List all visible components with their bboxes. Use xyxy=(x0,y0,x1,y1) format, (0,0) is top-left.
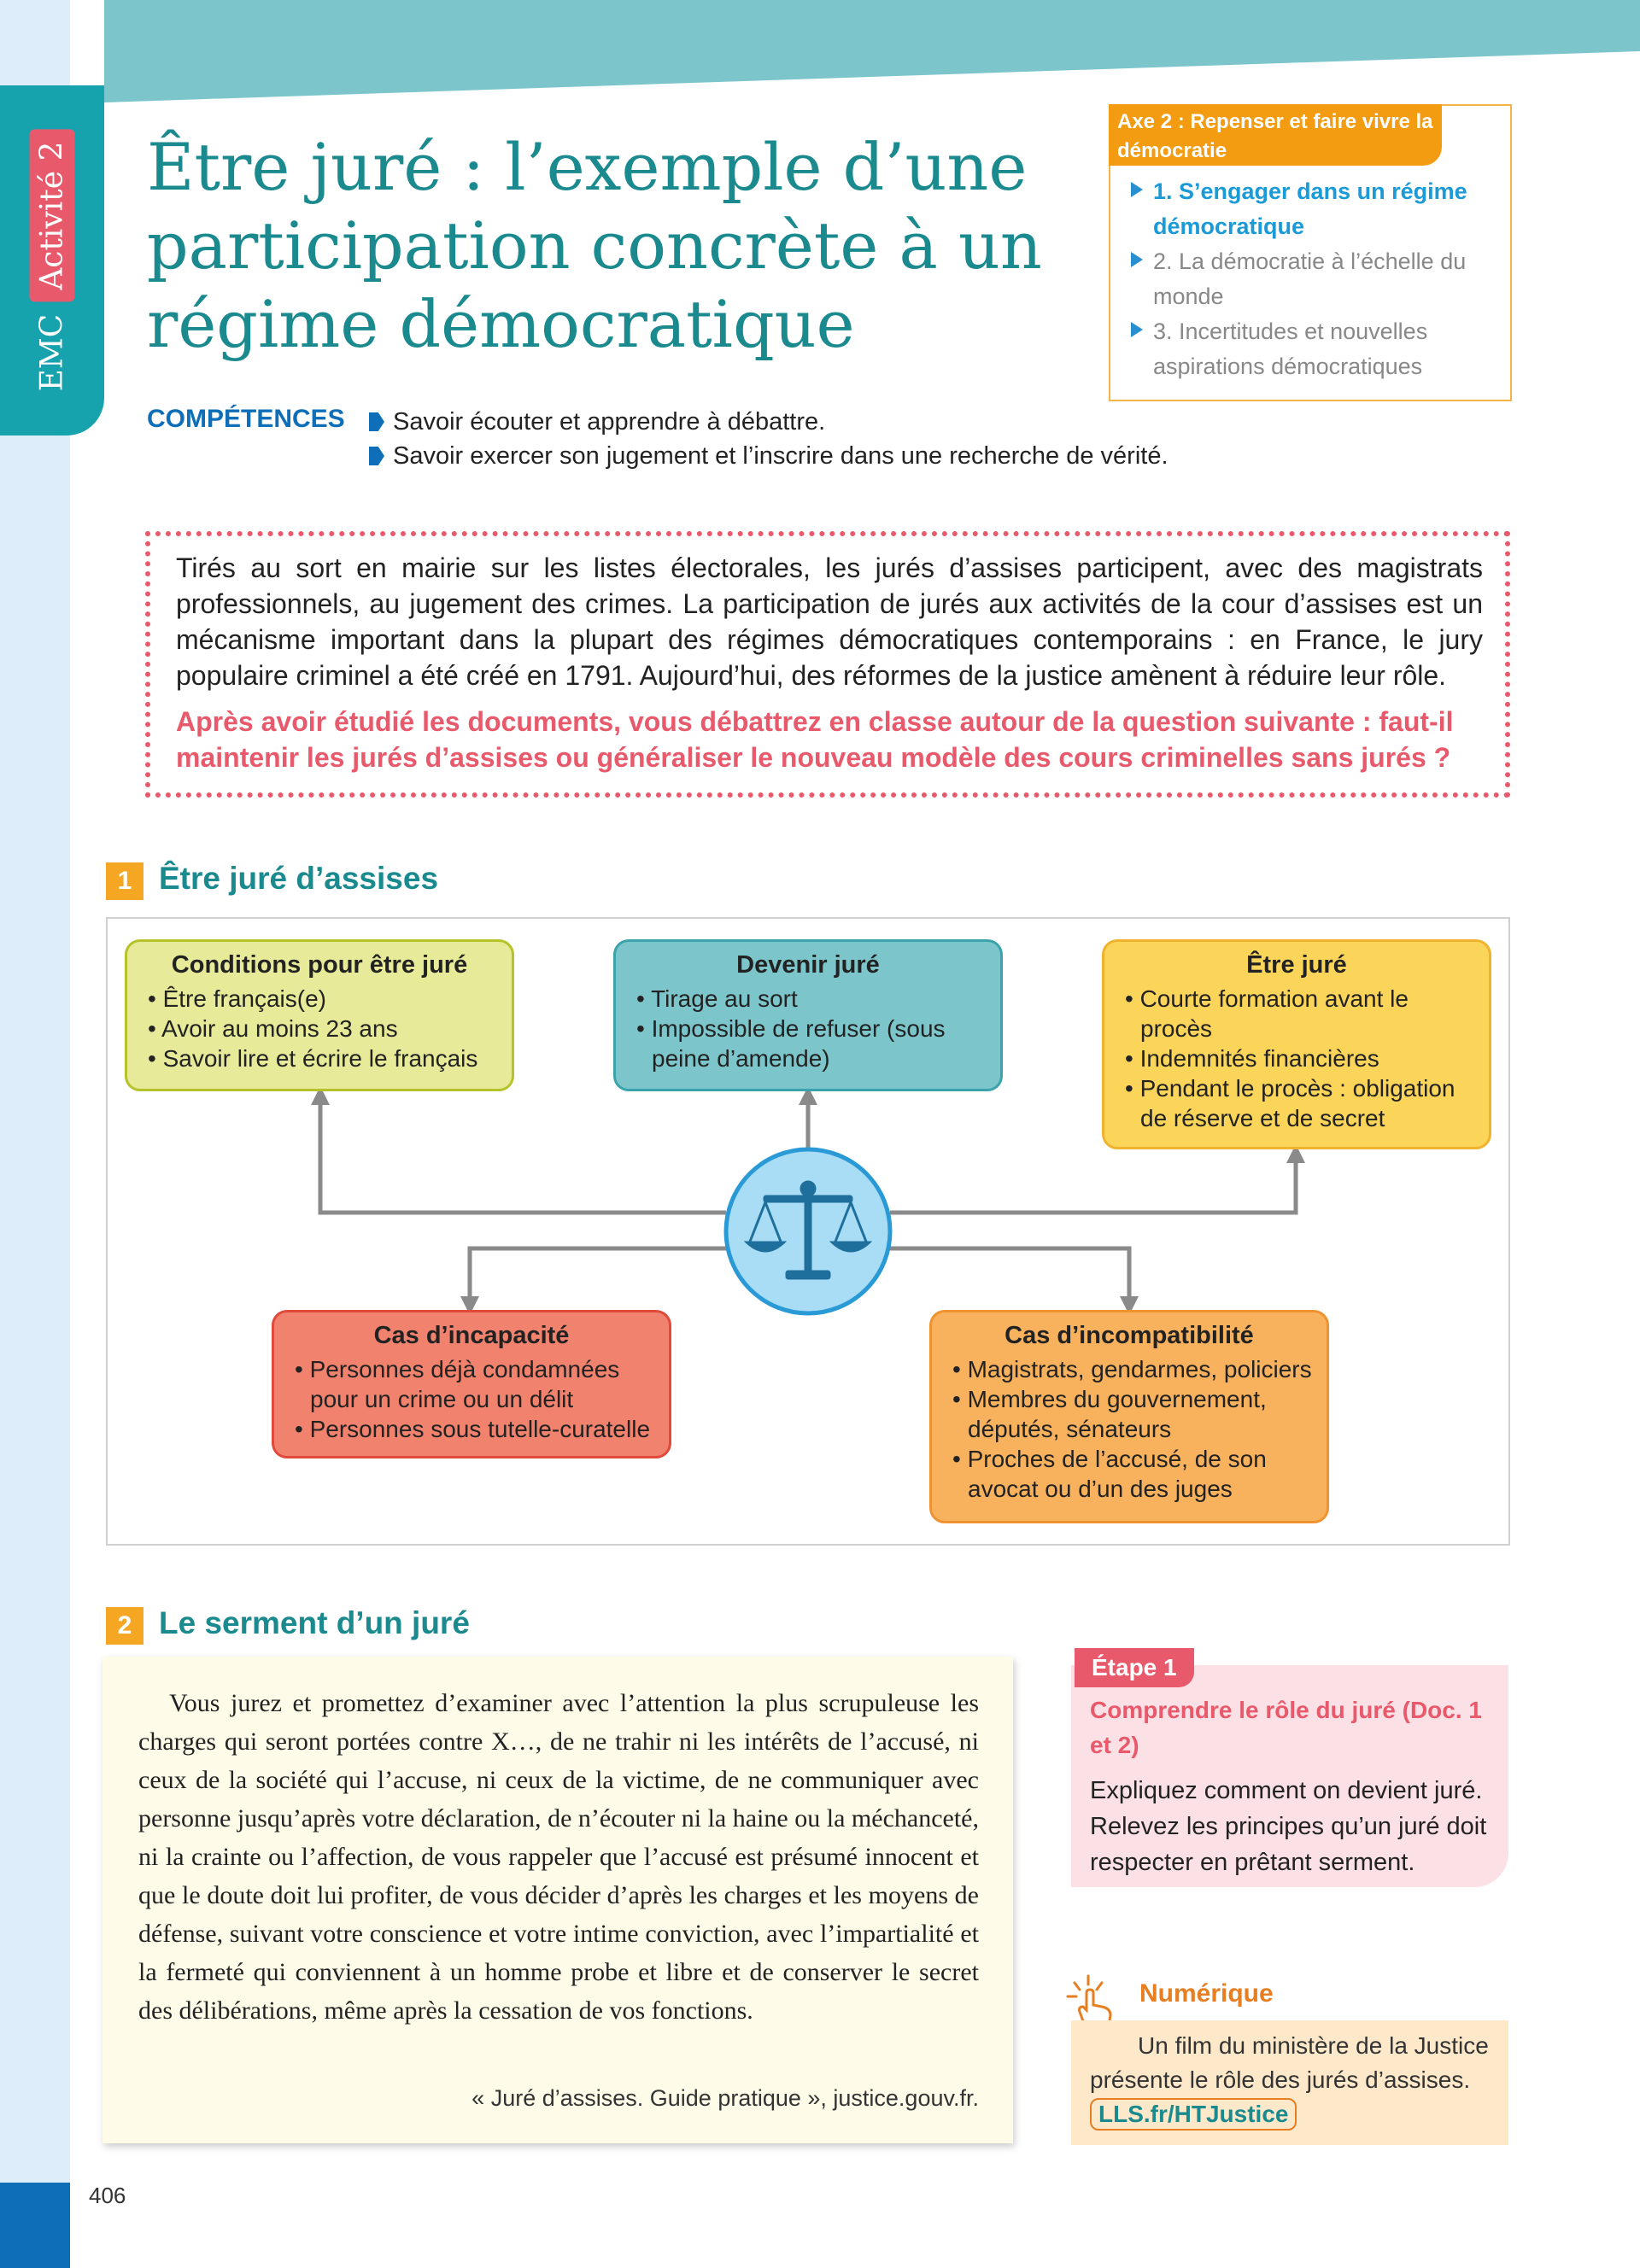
arrow-to-conditions xyxy=(320,1102,726,1213)
card-title: Devenir juré xyxy=(736,951,880,979)
card-conditions xyxy=(125,939,514,1091)
triangle-right-icon xyxy=(1131,182,1143,197)
activity-badge: Activité 2 xyxy=(30,130,75,302)
etape-title: Comprendre le rôle du juré (Doc. 1 et 2) xyxy=(1090,1697,1482,1758)
competence-item: Savoir écouter et apprendre à débattre. xyxy=(369,408,825,436)
card-item: • Savoir lire et écrire le français xyxy=(148,1045,478,1072)
card-item: • Pendant le procès : obligation de réserve et de secret xyxy=(1125,1075,1456,1131)
doc1-title: Être juré d’assises xyxy=(159,861,439,896)
etape-tab: Étape 1 xyxy=(1075,1648,1194,1687)
card-item: • Avoir au moins 23 ans xyxy=(148,1015,398,1042)
card-item: • Personnes sous tutelle-curatelle xyxy=(295,1416,651,1442)
card-devenir xyxy=(613,939,1003,1091)
oath-source: « Juré d’assises. Guide pratique », justice.gouv.fr. xyxy=(472,2085,979,2111)
axe-item-2[interactable]: 2. La démocratie à l’échelle du monde xyxy=(1131,244,1478,314)
competence-item: Savoir exercer son jugement et l’inscrire dans une recherche de vérité. xyxy=(369,442,1168,471)
subject-tab-label xyxy=(0,85,104,435)
card-item: • Indemnités financières xyxy=(1125,1045,1379,1072)
page-title: Être juré : l’exemple d’une participation concrète à un régime démocratique xyxy=(147,129,1042,362)
card-item: • Magistrats, gendarmes, policiers xyxy=(952,1356,1312,1382)
arrow-to-incapacite xyxy=(470,1248,755,1305)
card-item: • Personnes déjà condamnées pour un crime ou un délit xyxy=(295,1356,620,1412)
intro-text: Tirés au sort en mairie sur les listes électorales, les jurés d’assises participent, avec des magistrats professionnels, au jugement des crimes. La participation de jurés aux activités de la cour d’assises est un mécanisme important dans la plupart des régimes démocratiques contemporains : en France, le jury populaire criminel a été créé en 1791. Aujourd’hui, des réformes de la justice amènent à réduire leur rôle. xyxy=(176,552,1483,691)
card-item: • Membres du gouvernement, députés, sénateurs xyxy=(952,1386,1267,1442)
doc1-number: 1 xyxy=(106,862,144,900)
footer-stripe xyxy=(0,2183,70,2268)
card-item: • Proches de l’accusé, de son avocat ou d’un des juges xyxy=(952,1446,1267,1502)
top-banner xyxy=(104,0,1640,102)
numerique-label: Numérique xyxy=(1139,1979,1274,2008)
card-item: • Courte formation avant le procès xyxy=(1125,985,1409,1042)
scales-of-justice-icon xyxy=(726,1149,890,1313)
card-item: • Tirage au sort xyxy=(636,985,798,1012)
axe-item-1[interactable]: 1. S’engager dans un régime démocratique xyxy=(1131,174,1478,244)
axe-item-3[interactable]: 3. Incertitudes et nouvelles aspirations démocratiques xyxy=(1131,314,1478,384)
triangle-right-icon xyxy=(1131,322,1143,337)
card-item: • Être français(e) xyxy=(148,985,326,1012)
card-incompat xyxy=(929,1310,1329,1523)
arrow-to-incompat xyxy=(861,1248,1129,1305)
doc2-title: Le serment d’un juré xyxy=(159,1605,470,1640)
card-item: • Impossible de refuser (sous peine d’amende) xyxy=(636,1015,946,1072)
card-title: Être juré xyxy=(1246,951,1347,979)
card-incapacite xyxy=(272,1310,671,1458)
card-title: Cas d’incapacité xyxy=(373,1322,570,1349)
card-title: Conditions pour être juré xyxy=(171,951,468,979)
lls-link[interactable]: LLS.fr/HTJustice xyxy=(1090,2098,1297,2131)
tag-icon xyxy=(369,412,384,431)
numerique-text: Un film du ministère de la Justice présente le rôle des jurés d’assises. LLS.fr/HTJustice xyxy=(1090,2029,1500,2131)
axe-header: Axe 2 : Repenser et faire vivre la démocratie xyxy=(1109,104,1442,166)
page-number: 406 xyxy=(89,2183,126,2208)
doc2-number: 2 xyxy=(106,1607,144,1645)
card-etre xyxy=(1102,939,1491,1149)
card-title: Cas d’incompatibilité xyxy=(1004,1322,1254,1349)
tag-icon xyxy=(369,447,384,465)
debate-question: Après avoir étudié les documents, vous débattrez en classe autour de la question suivante : faut-il maintenir les jurés d’assises ou généraliser le nouveau modèle des cours criminelles sans jurés ? xyxy=(176,706,1454,773)
subject-name: EMC xyxy=(34,313,70,392)
etape-text: Expliquez comment on devient juré. Relevez les principes qu’un juré doit respecter en prêtant serment. xyxy=(1090,1777,1487,1876)
oath-text: Vous jurez et promettez d’examiner avec l’attention la plus scrupuleuse les charges qui seront portées contre X…, de ne trahir ni les intérêts de l’accusé, ni ceux de la société qui l’accuse, ni ceux de la victime, de ne communiquer avec personne jusqu’après votre déclaration, de n’écouter ni la haine ou la méchanceté, ni la crainte ou l’affection, de vous rappeler que l’accusé est présumé innocent et que le doute doit lui profiter, de vous décider d’après les charges et les moyens de défense, suivant votre conscience et votre intime conviction, avec l’impartialité et la fermeté qui conviennent à un homme probe et libre et de conserver le secret des délibérations, même après la cessation de vos fonctions. xyxy=(138,1689,979,2025)
triangle-right-icon xyxy=(1131,252,1143,267)
arrow-to-etre xyxy=(890,1160,1296,1213)
competences-label: COMPÉTENCES xyxy=(147,405,345,433)
